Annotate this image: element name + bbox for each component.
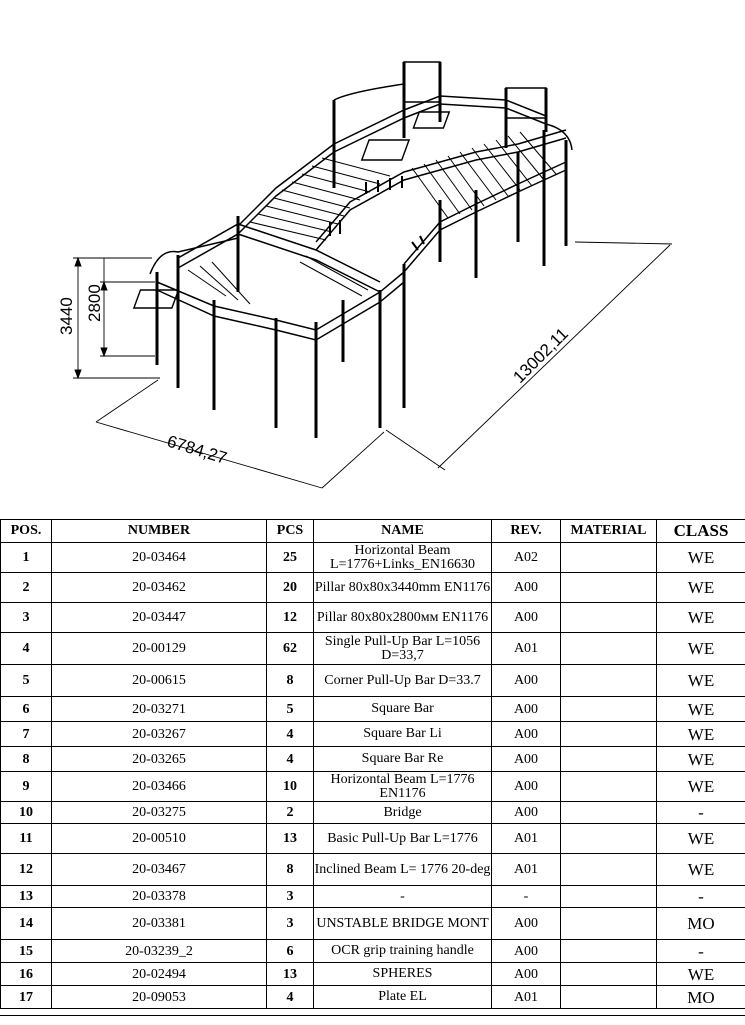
table-cell-material: [561, 747, 657, 772]
table-cell-pcs: 4: [267, 722, 314, 747]
table-body: [1, 543, 745, 1009]
table-cell-name: Square Bar: [314, 697, 492, 722]
table-row: [1, 908, 745, 940]
table-cell-pcs: 10: [267, 772, 314, 802]
table-cell-rev: A00: [492, 573, 561, 603]
table-cell-name: OCR grip training handle: [314, 940, 492, 963]
table-cell-pcs: 3: [267, 908, 314, 940]
header-number: NUMBER: [52, 520, 267, 543]
table-cell-class: WE: [657, 722, 745, 747]
table-cell-pos: 7: [1, 722, 52, 747]
pillars: [157, 62, 566, 438]
table-row: [1, 854, 745, 886]
table-cell-name: Basic Pull-Up Bar L=1776: [314, 824, 492, 854]
dimension-height-lower: 2800: [85, 284, 104, 322]
table-cell-rev: A00: [492, 908, 561, 940]
dimension-width: 6784,27: [165, 432, 229, 468]
table-cell-number: 20-03467: [52, 854, 267, 886]
bill-of-materials-table: [0, 519, 745, 1009]
table-cell-pcs: 3: [267, 886, 314, 908]
table-cell-pcs: 8: [267, 854, 314, 886]
table-cell-number: 20-09053: [52, 986, 267, 1009]
table-cell-name: Square Bar Re: [314, 747, 492, 772]
header-material: MATERIAL: [561, 520, 657, 543]
table-cell-pcs: 8: [267, 665, 314, 697]
dimension-length: 13002,11: [509, 324, 572, 387]
table-cell-material: [561, 802, 657, 824]
table-cell-class: WE: [657, 747, 745, 772]
table-row: [1, 543, 745, 573]
table-cell-number: 20-03462: [52, 573, 267, 603]
table-cell-pos: 12: [1, 854, 52, 886]
table-cell-rev: A00: [492, 697, 561, 722]
table-cell-class: WE: [657, 603, 745, 633]
table-cell-name: Horizontal Beam L=1776+Links_EN16630: [314, 543, 492, 573]
table-cell-number: 20-03267: [52, 722, 267, 747]
table-cell-rev: -: [492, 886, 561, 908]
table-cell-class: -: [657, 940, 745, 963]
table-cell-pos: 4: [1, 633, 52, 665]
table-row: [1, 722, 745, 747]
table-cell-class: WE: [657, 633, 745, 665]
table-cell-pos: 13: [1, 886, 52, 908]
table-cell-pos: 1: [1, 543, 52, 573]
table-cell-class: MO: [657, 986, 745, 1009]
table-cell-number: 20-03275: [52, 802, 267, 824]
table-cell-class: WE: [657, 963, 745, 986]
table-cell-pos: 9: [1, 772, 52, 802]
table-cell-name: Inclined Beam L= 1776 20-deg: [314, 854, 492, 886]
table-cell-pos: 16: [1, 963, 52, 986]
table-cell-rev: A01: [492, 986, 561, 1009]
table-cell-number: 20-03239_2: [52, 940, 267, 963]
table-cell-rev: A00: [492, 722, 561, 747]
table-row: [1, 697, 745, 722]
table-cell-material: [561, 543, 657, 573]
table-cell-class: MO: [657, 908, 745, 940]
table-cell-rev: A01: [492, 854, 561, 886]
table-cell-name: Pillar 80x80x2800мм EN1176: [314, 603, 492, 633]
table-cell-pos: 14: [1, 908, 52, 940]
table-cell-material: [561, 573, 657, 603]
table-header-row: [1, 520, 745, 543]
table-cell-class: WE: [657, 665, 745, 697]
table-cell-pos: 17: [1, 986, 52, 1009]
table-cell-material: [561, 986, 657, 1009]
table-cell-class: WE: [657, 543, 745, 573]
table-cell-number: 20-00129: [52, 633, 267, 665]
header-rev: REV.: [492, 520, 561, 543]
table-cell-material: [561, 633, 657, 665]
table-cell-material: [561, 886, 657, 908]
table-cell-number: 20-03466: [52, 772, 267, 802]
table-cell-name: Bridge: [314, 802, 492, 824]
table-cell-class: -: [657, 802, 745, 824]
table-cell-rev: A02: [492, 543, 561, 573]
table-cell-name: Pillar 80x80x3440mm EN1176: [314, 573, 492, 603]
table-cell-name: Square Bar Li: [314, 722, 492, 747]
table-cell-number: 20-00615: [52, 665, 267, 697]
table-cell-pos: 2: [1, 573, 52, 603]
table-cell-class: -: [657, 886, 745, 908]
table-cell-pos: 8: [1, 747, 52, 772]
table-row: [1, 603, 745, 633]
table-cell-pcs: 20: [267, 573, 314, 603]
table-cell-pcs: 25: [267, 543, 314, 573]
table-cell-rev: A00: [492, 802, 561, 824]
table-cell-name: Single Pull-Up Bar L=1056 D=33,7: [314, 633, 492, 665]
frame-beams: [134, 62, 572, 340]
table-cell-material: [561, 665, 657, 697]
table-row: [1, 963, 745, 986]
table-cell-name: SPHERES: [314, 963, 492, 986]
table-cell-class: WE: [657, 573, 745, 603]
table-row: [1, 986, 745, 1009]
table-cell-name: Horizontal Beam L=1776 EN1176: [314, 772, 492, 802]
table-cell-number: 20-02494: [52, 963, 267, 986]
table-cell-material: [561, 854, 657, 886]
table-cell-pos: 11: [1, 824, 52, 854]
table-cell-pcs: 62: [267, 633, 314, 665]
table-cell-material: [561, 908, 657, 940]
table-cell-number: 20-03381: [52, 908, 267, 940]
table-cell-material: [561, 722, 657, 747]
table-cell-number: 20-00510: [52, 824, 267, 854]
table-cell-pcs: 4: [267, 986, 314, 1009]
table-row: [1, 824, 745, 854]
table-cell-rev: A00: [492, 772, 561, 802]
table-cell-pcs: 12: [267, 603, 314, 633]
table-cell-name: Plate EL: [314, 986, 492, 1009]
table-cell-number: 20-03265: [52, 747, 267, 772]
table-cell-material: [561, 772, 657, 802]
table-cell-number: 20-03464: [52, 543, 267, 573]
header-class: CLASS: [657, 520, 745, 543]
table-cell-rev: A00: [492, 747, 561, 772]
table-cell-number: 20-03447: [52, 603, 267, 633]
dimension-height-total: 3440: [57, 297, 76, 335]
table-cell-pcs: 5: [267, 697, 314, 722]
table-row: [1, 886, 745, 908]
table-row: [1, 665, 745, 697]
table-cell-pos: 10: [1, 802, 52, 824]
table-cell-material: [561, 963, 657, 986]
table-cell-rev: A00: [492, 665, 561, 697]
header-pcs: PCS: [267, 520, 314, 543]
table-cell-class: WE: [657, 854, 745, 886]
table-cell-pos: 15: [1, 940, 52, 963]
header-name: NAME: [314, 520, 492, 543]
table-row: [1, 573, 745, 603]
table-cell-class: WE: [657, 772, 745, 802]
table-cell-pcs: 13: [267, 963, 314, 986]
table-cell-rev: A00: [492, 940, 561, 963]
table-row: [1, 633, 745, 665]
table-cell-rev: A01: [492, 824, 561, 854]
table-cell-rev: A00: [492, 963, 561, 986]
table-cell-number: 20-03378: [52, 886, 267, 908]
table-cell-pcs: 2: [267, 802, 314, 824]
table-cell-class: WE: [657, 824, 745, 854]
table-row: [1, 747, 745, 772]
table-row: [1, 772, 745, 802]
table-row: [1, 802, 745, 824]
table-cell-pcs: 4: [267, 747, 314, 772]
table-cell-pos: 5: [1, 665, 52, 697]
header-pos: POS.: [1, 520, 52, 543]
table-cell-class: WE: [657, 697, 745, 722]
table-cell-number: 20-03271: [52, 697, 267, 722]
table-cell-material: [561, 697, 657, 722]
table-cell-material: [561, 603, 657, 633]
table-cell-pos: 6: [1, 697, 52, 722]
table-cell-rev: A00: [492, 603, 561, 633]
table-cell-material: [561, 824, 657, 854]
table-cell-name: Corner Pull-Up Bar D=33.7: [314, 665, 492, 697]
table-cell-name: -: [314, 886, 492, 908]
table-cell-rev: A01: [492, 633, 561, 665]
table-cell-name: UNSTABLE BRIDGE MONT: [314, 908, 492, 940]
table-row: [1, 940, 745, 963]
table-cell-material: [561, 940, 657, 963]
table-cell-pcs: 6: [267, 940, 314, 963]
table-cell-pcs: 13: [267, 824, 314, 854]
table-cell-pos: 3: [1, 603, 52, 633]
